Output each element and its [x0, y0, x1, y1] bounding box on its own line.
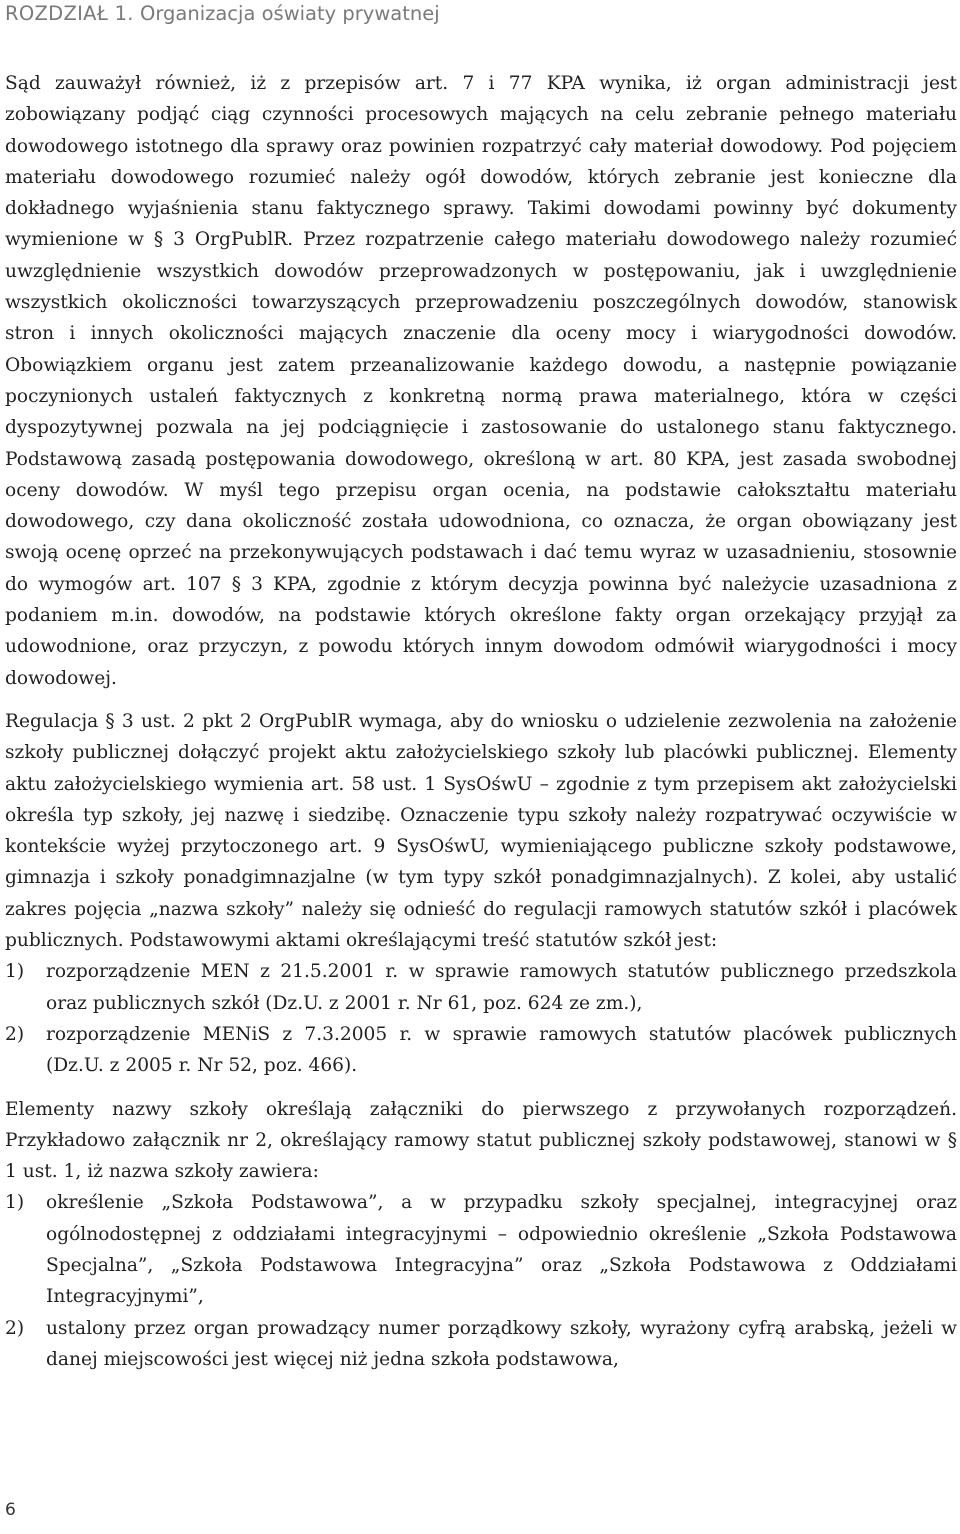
school-name-elements-list [5, 1187, 957, 1375]
running-header [5, 2, 440, 25]
list-item-text: rozporządzenie MEN z 21.5.2001 r. w sprawie ramowych statutów publicznego przedszkola oraz publicznych szkół (Dz.U. z 2001 r. Nr 61, poz. 624 ze zm.), [46, 961, 957, 1014]
list-item [5, 1313, 957, 1376]
paragraph-2: Regulacja § 3 ust. 2 pkt 2 OrgPublR wymaga, aby do wniosku o udzielenie zezwolenia na założenie szkoły publicznej dołączyć projekt aktu założycielskiego szkoły lub placówki publicznej. Elementy aktu założycielskiego wymienia art. 58 ust. 1 SysOśwU – zgodnie z tym przepisem akt założycielski określa typ szkoły, jej nazwę i siedzibę. Oznaczenie typu szkoły należy rozpatrywać oczywiście w kontekście wyżej przytoczonego art. 9 SysOśwU, wymieniającego publiczne szkoły podstawowe, gimnazja i szkoły ponadgimnazjalne (w tym typy szkół ponadgimnazjalnych). Z kolei, aby ustalić zakres pojęcia „nazwa szkoły” należy się odnieść do regulacji ramowych statutów szkół i placówek publicznych. Podstawowymi aktami określającymi treść statutów szkół jest: [5, 710, 957, 952]
list-item-number: 2) [5, 1317, 25, 1339]
regulations-list [5, 956, 957, 1081]
list-item-number: 1) [5, 961, 25, 983]
page-number: 6 [5, 1500, 16, 1520]
list-item-text: rozporządzenie MENiS z 7.3.2005 r. w sprawie ramowych statutów placówek publicznych (Dz.U. z 2005 r. Nr 52, poz. 466). [46, 1023, 957, 1077]
list-item-text: określenie „Szkoła Podstawowa”, a w przypadku szkoły specjalnej, integracyjnej oraz ogólnodostępnej z oddziałami integracyjnymi – odpowiednio określenie „Szkoła Podstawowa Specjalna”, „Szkoła Podstawowa Integracyjna” oraz „Szkoła Podstawowa z Oddziałami Integracyjnymi”, [46, 1192, 957, 1308]
paragraph-1: Sąd zauważył również, iż z przepisów art. 7 i 77 KPA wynika, iż organ administracji jest zobowiązany podjąć ciąg czynności procesowych mających na celu zebranie pełnego materiału dowodowego istotnego dla sprawy oraz powinien rozpatrzyć cały materiał dowodowy. Pod pojęciem materiału dowodowego rozumieć należy ogół dowodów, których zebranie jest konieczne dla dokładnego wyjaśnienia stanu faktycznego sprawy. Takimi dowodami powinny być dokumenty wymienione w § 3 OrgPublR. Przez rozpatrzenie całego materiału dowodowego należy rozumieć uwzględnienie wszystkich dowodów przeprowadzonych w postępowaniu, jak i uwzględnienie wszystkich okoliczności towarzyszących przeprowadzeniu poszczególnych dowodów, stanowisk stron i innych okoliczności mających znaczenie dla oceny mocy i wiarygodności dowodów. Obowiązkiem organu jest zatem przeanalizowanie każdego dowodu, a następnie powiązanie poczynionych ustaleń faktycznych z konkretną normą prawa materialnego, która w części dyspozytywnej pozwala na jej podciągnięcie i zastosowanie do ustalonego stanu faktycznego. Podstawową zasadą postępowania dowodowego, określoną w art. 80 KPA, jest zasada swobodnej oceny dowodów. W myśl tego przepisu organ ocenia, na podstawie całokształtu materiału dowodowego, czy dana okoliczność została udowodniona, co oznacza, że organ obowiązany jest swoją ocenę oprzeć na przekonywujących podstawach i dać temu wyraz w uzasadnieniu, stosownie do wymogów art. 107 § 3 KPA, zgodnie z którym decyzja powinna być należycie uzasadniona z podaniem m.in. dowodów, na podstawie których określone fakty organ orzekający przyjął za udowodnione, oraz przyczyn, z powodu których innym dowodom odmówił wiarygodności i mocy dowodowej. [5, 73, 957, 689]
list-item-number: 1) [5, 1192, 25, 1214]
body-text [5, 68, 957, 1375]
list-item [5, 1187, 957, 1312]
list-item-number: 2) [5, 1023, 25, 1045]
list-item [5, 956, 957, 1019]
list-item-text: ustalony przez organ prowadzący numer porządkowy szkoły, wyrażony cyfrą arabską, jeżeli w danej miejscowości jest więcej niż jedna szkoła podstawowa, [46, 1317, 957, 1370]
paragraph-3: Elementy nazwy szkoły określają załączniki do pierwszego z przywołanych rozporządzeń. Przykładowo załącznik nr 2, określający ramowy statut publicznej szkoły podstawowej, stanowi w § 1 ust. 1, iż nazwa szkoły zawiera: [5, 1098, 957, 1183]
list-item [5, 1019, 957, 1082]
chapter-label: ROZDZIAŁ 1. [5, 2, 134, 25]
chapter-title: Organizacja oświaty prywatnej [140, 2, 440, 25]
